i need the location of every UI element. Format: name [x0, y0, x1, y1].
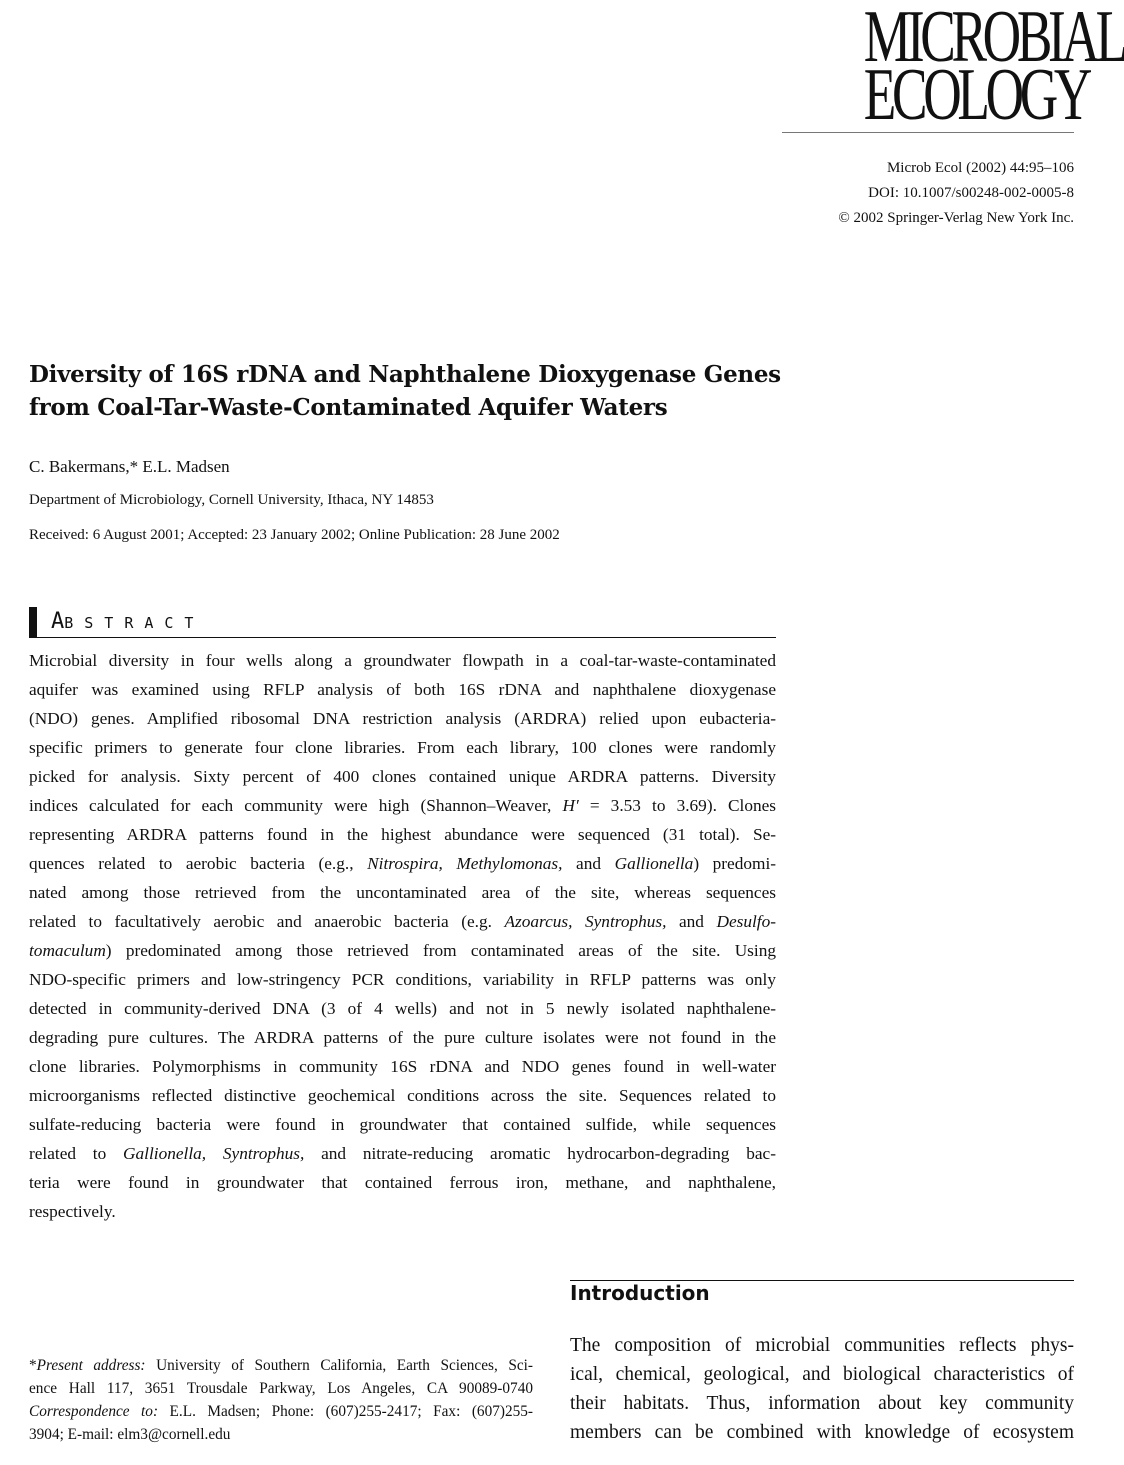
abstract-line: picked for analysis. Sixty percent of 400 clones contained unique ARDRA patterns. Diversity: [29, 767, 776, 786]
abstract-line: Microbial diversity in four wells along a groundwater flowpath in a coal-tar-waste-contaminated: [29, 651, 776, 670]
introduction-line: The composition of microbial communities reflects phys-: [570, 1335, 1074, 1356]
text-run: and nitrate-reducing aromatic hydrocarbon-degrading bac-: [304, 1144, 776, 1163]
logo-line-1: MICROBIAL: [863, 0, 1124, 78]
abstract-line: detected in community-derived DNA (3 of 4 wells) and not in 5 newly isolated naphthalene-: [29, 999, 776, 1018]
citation-block: [838, 156, 1074, 231]
footnote-line: ence Hall 117, 3651 Trousdale Parkway, Los Angeles, CA 90089-0740: [29, 1380, 533, 1397]
abstract-line: microorganisms reflected distinctive geochemical conditions across the site. Sequences related to: [29, 1086, 776, 1105]
italic-run: Desulfo-: [716, 912, 776, 931]
abstract-line: NDO-specific primers and low-stringency PCR conditions, variability in RFLP patterns was only: [29, 970, 776, 989]
text-run: ) predomi-: [693, 854, 777, 873]
italic-run: Correspondence to:: [29, 1403, 159, 1420]
abstract-heading-rest: BSTRACT: [64, 614, 205, 632]
abstract-line: [29, 1139, 776, 1168]
abstract-heading-text: [51, 609, 204, 634]
title-line-1: Diversity of 16S rDNA and Naphthalene Dioxygenase Genes: [29, 361, 781, 388]
authors: C. Bakermans,* E.L. Madsen: [29, 457, 230, 476]
introduction-body: [570, 1331, 1074, 1447]
text-run: and: [562, 854, 615, 873]
abstract-line: specific primers to generate four clone libraries. From each library, 100 clones were randomly: [29, 738, 776, 757]
abstract-line: [29, 907, 776, 936]
italic-run: Azoarcus, Syntrophus,: [504, 912, 667, 931]
abstract-line: sulfate-reducing bacteria were found in groundwater that contained sulfide, while sequences: [29, 1115, 776, 1134]
abstract-line: [29, 791, 776, 820]
text-run: = 3.53 to 3.69). Clones: [578, 796, 776, 815]
abstract-line: teria were found in groundwater that contained ferrous iron, methane, and naphthalene,: [29, 1173, 776, 1192]
journal-citation: Microb Ecol (2002) 44:95–106: [886, 160, 1074, 176]
abstract-line: clone libraries. Polymorphisms in community 16S rDNA and NDO genes found in well-water: [29, 1057, 776, 1076]
abstract-line: respectively.: [29, 1202, 116, 1221]
introduction-heading: Introduction: [570, 1281, 710, 1305]
abstract-line: (NDO) genes. Amplified ribosomal DNA restriction analysis (ARDRA) relied upon eubacteria-: [29, 709, 776, 728]
introduction-line: ical, chemical, geological, and biological characteristics of: [570, 1364, 1074, 1385]
footnote: [29, 1354, 533, 1446]
affiliation: Department of Microbiology, Cornell University, Ithaca, NY 14853: [29, 492, 434, 508]
text-run: related to facultatively aerobic and anaerobic bacteria (e.g.: [29, 912, 505, 931]
italic-run: Nitrospira, Methylomonas,: [367, 854, 563, 873]
publication-dates: Received: 6 August 2001; Accepted: 23 January 2002; Online Publication: 28 June 2002: [29, 527, 560, 543]
text-run: *: [29, 1357, 37, 1374]
abstract-heading-bar: [29, 607, 37, 637]
abstract-line: representing ARDRA patterns found in the highest abundance were sequenced (31 total). Se-: [29, 825, 776, 844]
text-run: E.L. Madsen; Phone: (607)255-2417; Fax: (607)255-: [158, 1403, 533, 1420]
logo-line-2: ECOLOGY: [863, 54, 1089, 136]
abstract-line: nated among those retrieved from the uncontaminated area of the site, whereas sequences: [29, 883, 776, 902]
abstract-line: degrading pure cultures. The ARDRA patterns of the pure culture isolates were not found in the: [29, 1028, 776, 1047]
abstract-line: [29, 936, 776, 965]
footnote-line: [29, 1354, 533, 1377]
footnote-line: [29, 1400, 533, 1423]
italic-run: Present address:: [36, 1357, 146, 1374]
text-run: and: [666, 912, 717, 931]
italic-run: Gallionella: [614, 854, 694, 873]
introduction-line: members can be combined with knowledge of ecosystem: [570, 1422, 1074, 1443]
text-run: related to: [29, 1144, 124, 1163]
title-line-2: from Coal-Tar-Waste-Contaminated Aquifer Waters: [29, 394, 668, 421]
text-run: University of Southern California, Earth Sciences, Sci-: [145, 1357, 533, 1374]
journal-logo: [863, 0, 1124, 136]
logo-underline: [782, 132, 1074, 133]
text-run: ) predominated among those retrieved from contaminated areas of the site. Using: [105, 941, 776, 960]
italic-run: H′: [562, 796, 579, 815]
abstract-line: [29, 849, 776, 878]
abstract-heading: [29, 607, 776, 638]
introduction-line: their habitats. Thus, information about key community: [570, 1393, 1074, 1414]
italic-run: Gallionella, Syntrophus,: [123, 1144, 305, 1163]
doi[interactable]: DOI: 10.1007/s00248-002-0005-8: [868, 185, 1074, 201]
text-run: quences related to aerobic bacteria (e.g.,: [29, 854, 368, 873]
italic-run: tomaculum: [29, 941, 106, 960]
abstract-heading-initial: A: [51, 609, 65, 634]
text-run: indices calculated for each community were high (Shannon–Weaver,: [29, 796, 563, 815]
abstract-body: [29, 646, 776, 1226]
abstract-line: aquifer was examined using RFLP analysis of both 16S rDNA and naphthalene dioxygenase: [29, 680, 776, 699]
article-title: [29, 358, 781, 424]
copyright: © 2002 Springer-Verlag New York Inc.: [838, 210, 1074, 226]
footnote-line[interactable]: 3904; E-mail: elm3@cornell.edu: [29, 1426, 231, 1443]
